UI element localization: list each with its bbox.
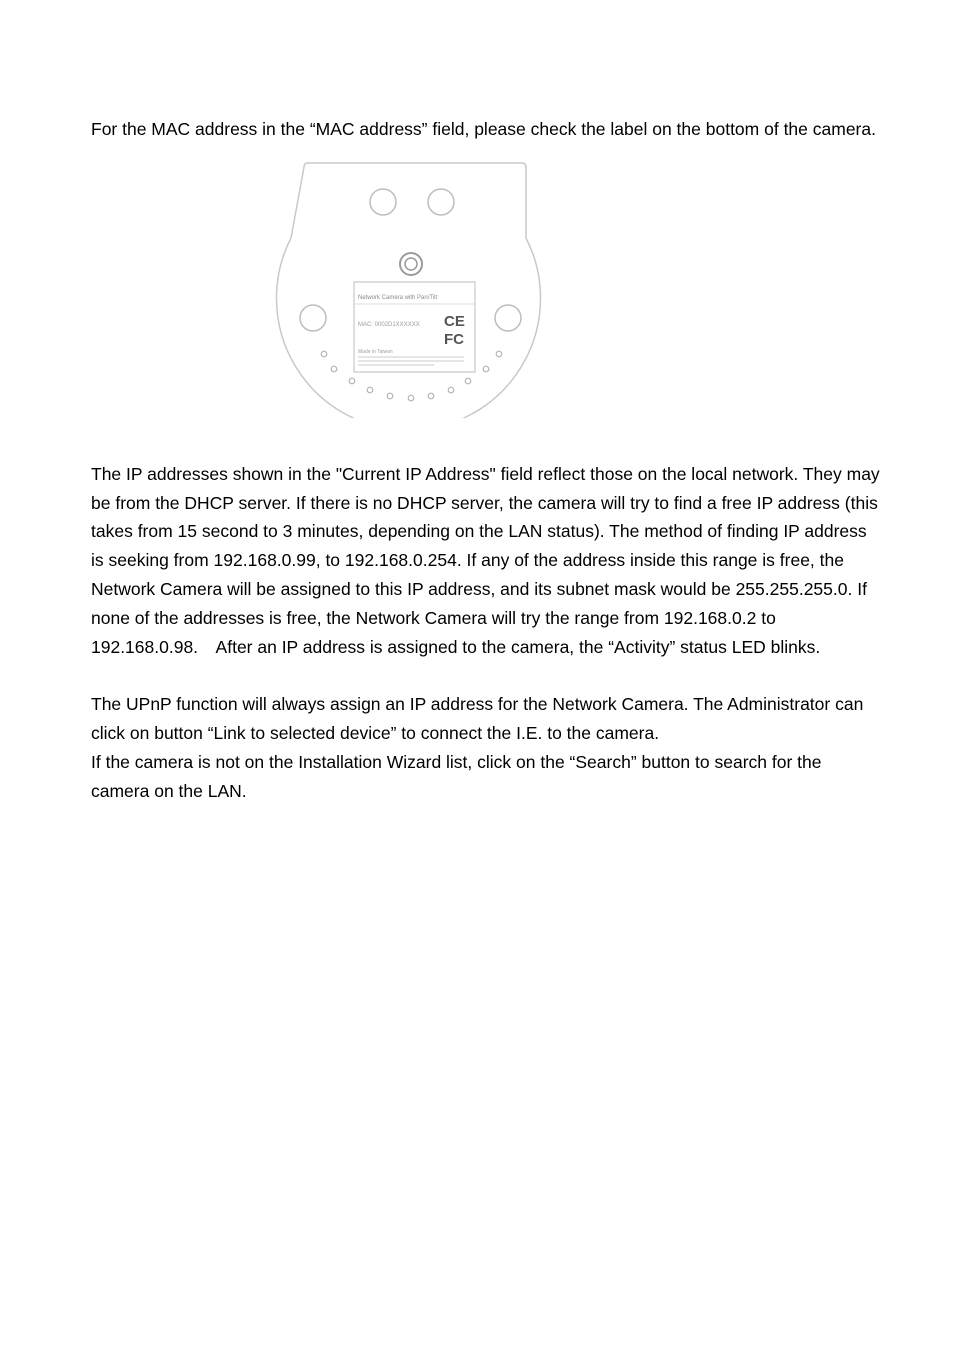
screw-hole-top-left	[370, 189, 396, 215]
document-page	[91, 115, 881, 806]
screw-hole-right	[495, 305, 521, 331]
label-made-in: Made in Taiwan	[358, 348, 393, 355]
camera-bottom-illustration	[254, 158, 604, 418]
paragraph-upnp: The UPnP function will always assign an IP address for the Network Camera. The Administrator can click on button “Link to selected device” to connect the I.E. to the camera.	[91, 694, 864, 744]
screw-hole-top-right	[428, 189, 454, 215]
tripod-mount-outer	[400, 253, 422, 275]
camera-base-drawing	[254, 158, 604, 418]
ce-mark: CE	[444, 312, 465, 330]
paragraph-mac-address: For the MAC address in the “MAC address” field, please check the label on the bottom of the camera.	[91, 119, 876, 139]
paragraph-search: If the camera is not on the Installation Wizard list, click on the “Search” button to search for the camera on the LAN.	[91, 751, 822, 801]
fc-mark: FC	[444, 330, 464, 348]
paragraph-ip-address: The IP addresses shown in the "Current IP Address" field reflect those on the local network. They may be from the DHCP server. If there is no DHCP server, the camera will try to find a free IP address (this takes from 15 second to 3 minutes, depending on the LAN status). The method of finding IP address is seeking from 192.168.0.99, to 192.168.0.254. If any of the address inside this range is free, the Network Camera will be assigned to this IP address, and its subnet mask would be 255.255.255.0. If none of the addresses is free, the Network Camera will try the range from 192.168.0.2 to 192.168.0.98. After an IP address is assigned to the camera, the “Activity” status LED blinks.	[91, 463, 880, 657]
label-title: Network Camera with Pan/Tilt	[358, 294, 438, 301]
label-mac: MAC: 0002D1XXXXXX	[358, 321, 420, 328]
tripod-mount-inner	[405, 258, 417, 270]
screw-hole-left	[300, 305, 326, 331]
